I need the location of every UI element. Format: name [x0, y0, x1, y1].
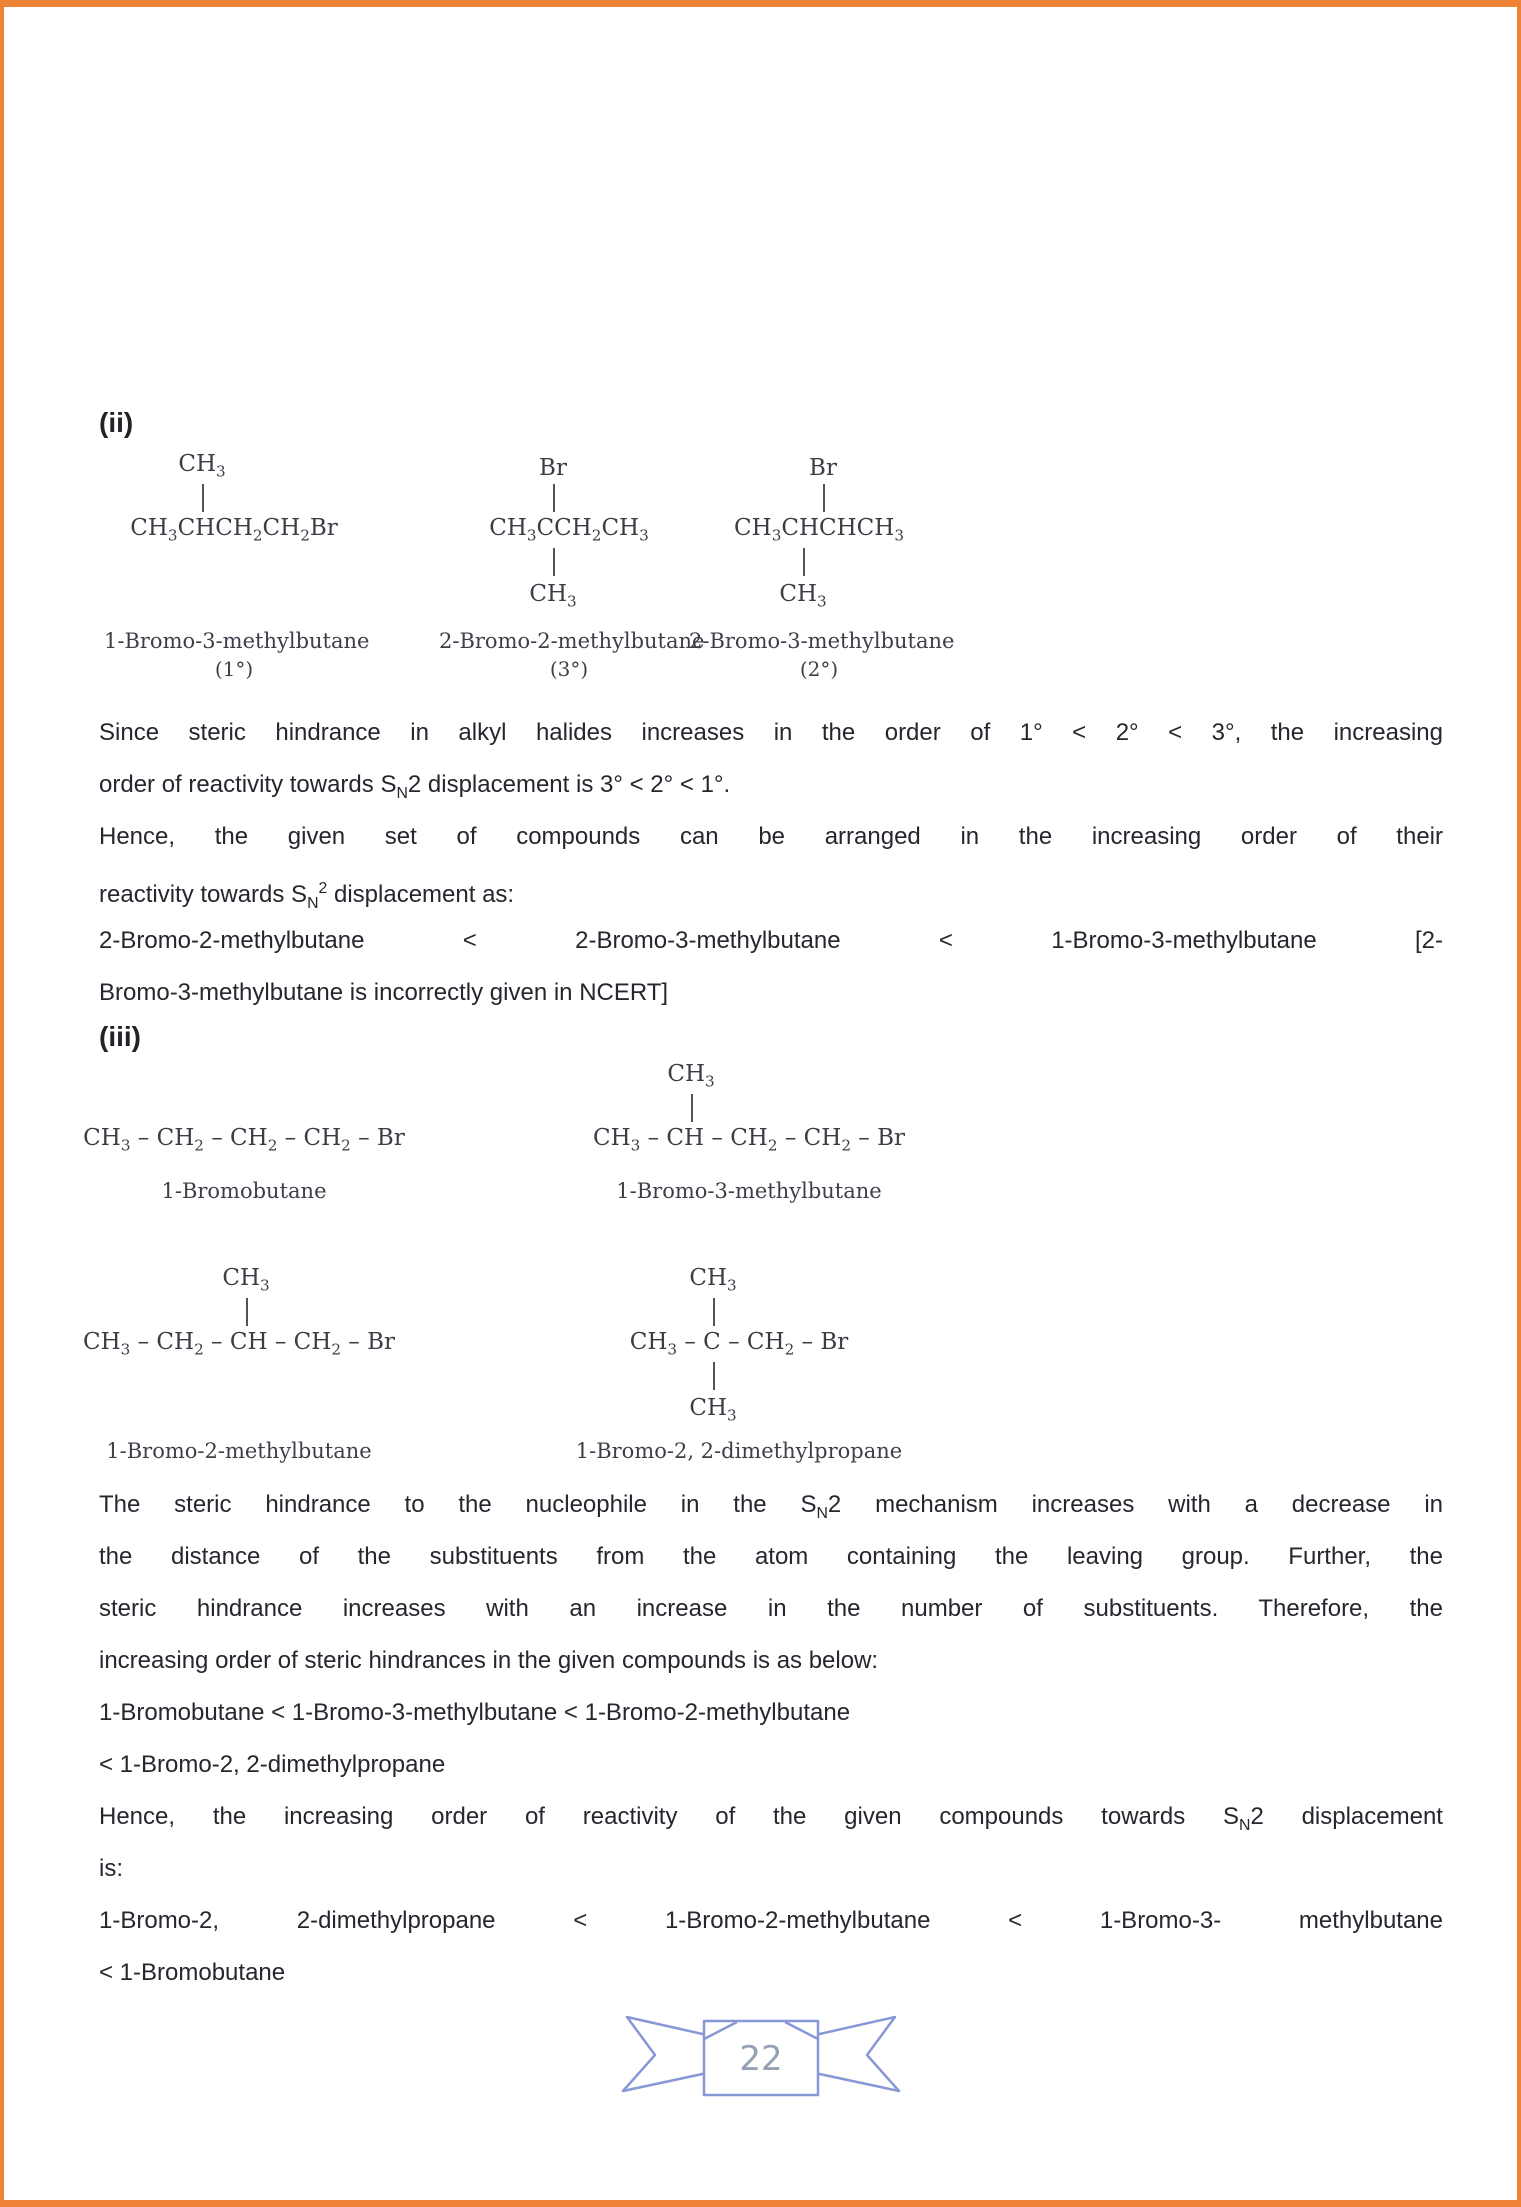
bond-line-bottom [439, 545, 699, 579]
compound-name-label: 2-Bromo-3-methylbutane [689, 629, 955, 653]
substituent-label-top: $CH_3$ [689, 1265, 737, 1295]
formula-chain: $CH_3$ – C – $CH_2$ – Br [629, 1329, 849, 1359]
body-line: 1-Bromo-2, 2-dimethylpropane < 1-Bromo-2-methylbutane < 1-Bromo-3- methylbutane [99, 1907, 1443, 1934]
degree-label: (1°) [214, 657, 254, 681]
compound-name-label: 2-Bromo-2-methylbutane [439, 629, 705, 653]
formula-chain: $CH_3$ – CH – $CH_2 - CH_2$ – Br [593, 1125, 905, 1155]
substituent-label-top: Br [539, 455, 567, 481]
compound-name-label: 1-Bromo-3-methylbutane [616, 1179, 882, 1203]
body-line: Hence, the increasing order of reactivity of the given compounds towards $S_N2$ displacement [99, 1803, 1443, 1834]
substituent-label-top: Br [809, 455, 837, 481]
ribbon-right-wing [815, 2017, 899, 2091]
bond-line-bottom [69, 1359, 409, 1393]
bond-line-top [569, 1295, 909, 1329]
formula-chain: $CH_3 - CH_2 - CH_2 - CH_2$ – Br [83, 1125, 405, 1155]
structures-row-iii-1 [4, 1061, 1517, 1213]
page-number: 22 [738, 2039, 783, 2079]
substituent-label-top [74, 1061, 414, 1091]
ribbon-left-wing [623, 2017, 707, 2091]
structure-1-bromo-3-methylbutane [104, 451, 370, 681]
formula-chain: $CH_3CCH_2CH_3$ [489, 515, 649, 545]
compound-name-label: 1-Bromo-2-methylbutane [106, 1439, 372, 1463]
section-ii-text [99, 707, 1443, 1019]
bond-line-bottom [689, 545, 949, 579]
structure-1-bromo-3-methylbutane-iii [579, 1061, 919, 1203]
structure-1-bromobutane [74, 1061, 414, 1203]
formula-chain: $CH_3CHCHCH_3$ [734, 515, 904, 545]
formula-chain: $CH_3 - CH_2$ – CH – $CH_2$ – Br [83, 1329, 395, 1359]
degree-label: (3°) [549, 657, 589, 681]
body-line: 2-Bromo-2-methylbutane < 2-Bromo-3-methylbutane < 1-Bromo-3-methylbutane [2- [99, 927, 1443, 954]
bond-line-bottom [104, 545, 364, 579]
body-line: order of reactivity towards $S_N2$ displacement is 3° < 2° < 1°. [99, 771, 731, 802]
structure-1-bromo-2-methylbutane [69, 1265, 409, 1463]
section-iii-text [99, 1479, 1443, 1999]
body-line: Hence, the given set of compounds can be arranged in the increasing order of their [99, 823, 1443, 850]
bond-line-top [69, 1295, 409, 1329]
section-iii-heading: (iii) [99, 1021, 141, 1052]
section-ii-heading: (ii) [99, 407, 134, 438]
bond-line-top [74, 1091, 414, 1125]
structures-row-ii [4, 451, 1517, 691]
body-line: the distance of the substituents from the atom containing the leaving group. Further, the [99, 1543, 1443, 1570]
bond-line-top [104, 481, 364, 515]
substituent-label-bottom: $CH_3$ [779, 581, 827, 611]
body-line: The steric hindrance to the nucleophile in the $S_N2$ mechanism increases with a decrease in [99, 1491, 1444, 1522]
body-line: reactivity towards $S_N^2$ displacement as: [99, 880, 515, 912]
body-line: Since steric hindrance in alkyl halides increases in the order of 1° < 2° < 3°, the increasing [99, 719, 1443, 746]
body-line: < 1-Bromobutane [99, 1959, 286, 1986]
substituent-label-bottom: $CH_3$ [529, 581, 577, 611]
substituent-label-bottom: $CH_3$ [689, 1395, 737, 1425]
body-line: steric hindrance increases with an increase in the number of substituents. Therefore, the [99, 1595, 1443, 1622]
bond-line-top [689, 481, 949, 515]
compound-name-label: 1-Bromo-3-methylbutane [104, 629, 370, 653]
body-line: 1-Bromobutane < 1-Bromo-3-methylbutane < 1-Bromo-2-methylbutane [99, 1699, 851, 1726]
structure-2-bromo-2-methylbutane [439, 451, 705, 681]
bond-line-top [579, 1091, 919, 1125]
bond-line-top [439, 481, 699, 515]
body-line: is: [99, 1855, 123, 1882]
page-number-ribbon [611, 2007, 911, 2099]
bond-line-bottom [569, 1359, 909, 1393]
substituent-label-top: $CH_3$ [222, 1265, 270, 1295]
substituent-label-bottom [104, 579, 364, 609]
body-line: increasing order of steric hindrances in the given compounds is as below: [99, 1647, 879, 1674]
substituent-label-top: $CH_3$ [667, 1061, 715, 1091]
structures-row-iii-2 [4, 1265, 1517, 1473]
structure-1-bromo-2-2-dimethylpropane [569, 1265, 909, 1463]
structure-2-bromo-3-methylbutane [689, 451, 955, 681]
formula-chain: $CH_3CHCH_2CH_2Br$ [130, 515, 338, 545]
substituent-label-top: $CH_3$ [178, 451, 226, 481]
compound-name-label: 1-Bromobutane [161, 1179, 327, 1203]
compound-name-label: 1-Bromo-2, 2-dimethylpropane [575, 1439, 903, 1463]
body-line: Bromo-3-methylbutane is incorrectly given in NCERT] [99, 979, 669, 1006]
degree-label: (2°) [799, 657, 839, 681]
body-line: < 1-Bromo-2, 2-dimethylpropane [99, 1751, 446, 1778]
substituent-label-bottom [69, 1393, 409, 1423]
